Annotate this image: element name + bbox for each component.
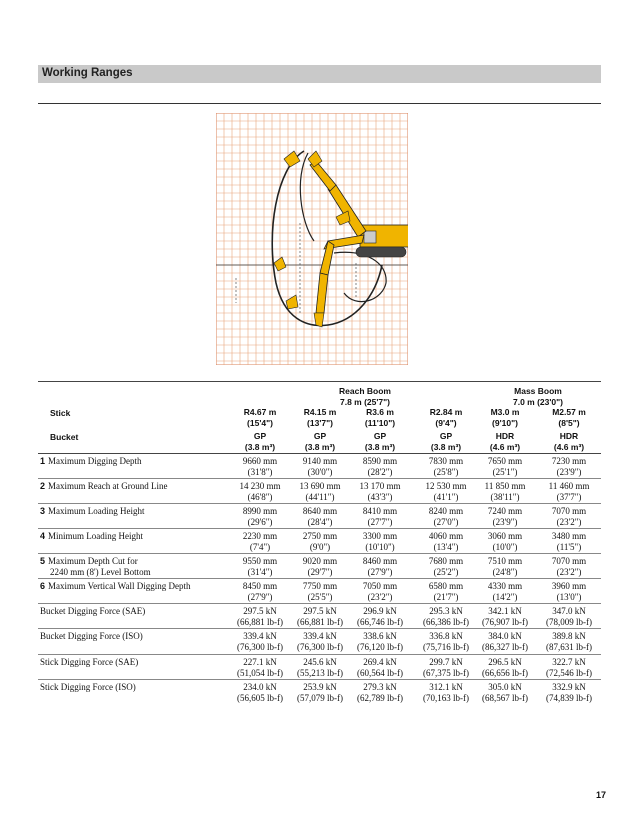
stick-size: R3.6 m <box>366 407 394 417</box>
cell-imperial: (76,300 lb-f) <box>237 642 283 652</box>
cell-metric: 8410 mm <box>362 506 398 516</box>
cell-imperial: (28'4") <box>307 517 333 527</box>
stick-size: R2.84 m <box>429 407 463 417</box>
row-divider <box>38 528 601 529</box>
cell-imperial: (29'7") <box>307 567 333 577</box>
row-divider <box>38 578 601 579</box>
stick-size-ft: (13'7") <box>307 418 333 428</box>
cell-imperial: (66,386 lb-f) <box>423 617 469 627</box>
cell-imperial: (66,881 lb-f) <box>237 617 283 627</box>
table-cell <box>469 631 541 653</box>
cell-imperial: (25'2") <box>433 567 459 577</box>
bucket-type: GP <box>373 431 387 441</box>
cell-imperial: (38'11") <box>490 492 520 502</box>
section-title: Working Ranges <box>42 67 133 79</box>
cell-imperial: (23'2") <box>367 592 393 602</box>
cell-metric: 8240 mm <box>428 506 464 516</box>
bucket-type: GP <box>313 431 327 441</box>
table-cell <box>533 556 605 578</box>
cell-metric: 8460 mm <box>362 556 398 566</box>
cell-imperial: (76,300 lb-f) <box>297 642 343 652</box>
table-cell <box>469 556 541 578</box>
cell-imperial: (66,746 lb-f) <box>357 617 403 627</box>
stick-size: R4.67 m <box>243 407 277 417</box>
cell-imperial: (27'0") <box>433 517 459 527</box>
table-cell <box>533 456 605 478</box>
bucket-volume: (3.8 m³) <box>304 442 336 452</box>
cell-metric: 339.4 kN <box>303 631 337 641</box>
cell-imperial: (46'8") <box>247 492 273 502</box>
row-label <box>40 606 145 617</box>
group-size: 7.0 m (23'0") <box>513 397 563 407</box>
table-cell <box>344 531 416 553</box>
cell-metric: 12 530 mm <box>425 481 467 491</box>
row-label-text: Bucket Digging Force (SAE) <box>40 606 146 616</box>
cell-imperial: (44'11") <box>305 492 335 502</box>
stick-label: Stick <box>50 408 71 418</box>
cell-metric: 6580 mm <box>428 581 464 591</box>
bucket-type: GP <box>253 431 267 441</box>
cell-imperial: (9'0") <box>309 542 331 552</box>
cell-metric: 8640 mm <box>302 506 338 516</box>
cell-metric: 8990 mm <box>242 506 278 516</box>
cell-metric: 4060 mm <box>428 531 464 541</box>
cell-metric: 297.5 kN <box>303 606 337 616</box>
cell-metric: 332.9 kN <box>552 682 586 692</box>
table-cell <box>533 506 605 528</box>
row-number: 6 <box>40 581 46 591</box>
cell-metric: 269.4 kN <box>363 657 397 667</box>
cell-imperial: (10'0") <box>492 542 518 552</box>
cell-metric: 305.0 kN <box>488 682 522 692</box>
cell-metric: 7070 mm <box>551 506 587 516</box>
cell-imperial: (27'9") <box>367 567 393 577</box>
bucket-volume: (4.6 m³) <box>553 442 585 452</box>
cell-imperial: (66,881 lb-f) <box>297 617 343 627</box>
cell-imperial: (23'9") <box>492 517 518 527</box>
table-cell <box>533 581 605 603</box>
stick-size: M3.0 m <box>490 407 520 417</box>
cell-metric: 7070 mm <box>551 556 587 566</box>
cell-imperial: (21'7") <box>433 592 459 602</box>
cell-metric: 13 170 mm <box>359 481 401 491</box>
cell-metric: 11 850 mm <box>484 481 526 491</box>
row-label-text: Stick Digging Force (SAE) <box>40 657 139 667</box>
group-size: 7.8 m (25'7") <box>340 397 390 407</box>
group-header-mass <box>478 386 598 408</box>
row-label-text: Maximum Digging Depth <box>48 456 142 466</box>
row-label <box>40 506 145 517</box>
cell-imperial: (31'4") <box>247 567 273 577</box>
row-number: 1 <box>40 456 46 466</box>
cell-metric: 295.3 kN <box>429 606 463 616</box>
table-cell <box>533 531 605 553</box>
table-cell <box>344 556 416 578</box>
cell-imperial: (60,564 lb-f) <box>357 668 403 678</box>
row-number: 3 <box>40 506 46 516</box>
table-cell <box>469 581 541 603</box>
stick-header <box>533 407 605 429</box>
cell-metric: 389.8 kN <box>552 631 586 641</box>
cell-imperial: (55,213 lb-f) <box>297 668 343 678</box>
table-cell <box>469 606 541 628</box>
cell-imperial: (24'8") <box>492 567 518 577</box>
cell-metric: 9660 mm <box>242 456 278 466</box>
row-label-text: Maximum Reach at Ground Line <box>48 481 168 491</box>
table-cell <box>344 506 416 528</box>
cell-imperial: (67,375 lb-f) <box>423 668 469 678</box>
table-cell <box>344 682 416 704</box>
row-label <box>40 631 143 642</box>
cell-imperial: (25'8") <box>433 467 459 477</box>
cell-imperial: (62,789 lb-f) <box>357 693 403 703</box>
cell-metric: 11 460 mm <box>548 481 590 491</box>
table-cell <box>344 481 416 503</box>
table-cell <box>344 631 416 653</box>
cell-imperial: (51,054 lb-f) <box>237 668 283 678</box>
cell-imperial: (66,656 lb-f) <box>482 668 528 678</box>
cell-imperial: (7'4") <box>249 542 271 552</box>
row-label-text: Bucket Digging Force (ISO) <box>40 631 143 641</box>
stick-size-ft: (8'5") <box>558 418 580 428</box>
row-divider <box>38 628 601 629</box>
row-divider <box>38 654 601 655</box>
cell-imperial: (74,839 lb-f) <box>546 693 592 703</box>
top-divider <box>38 103 601 104</box>
cell-imperial: (43'3") <box>367 492 393 502</box>
cell-imperial: (37'7") <box>556 492 582 502</box>
table-cell <box>469 657 541 679</box>
stick-header <box>469 407 541 429</box>
cell-metric: 227.1 kN <box>243 657 277 667</box>
cell-metric: 3300 mm <box>362 531 398 541</box>
cell-metric: 297.5 kN <box>243 606 277 616</box>
cell-metric: 3060 mm <box>487 531 523 541</box>
stick-size-ft: (9'4") <box>435 418 457 428</box>
bucket-label: Bucket <box>50 432 79 442</box>
row-divider <box>38 603 601 604</box>
bucket-header <box>469 431 541 453</box>
cell-imperial: (30'0") <box>307 467 333 477</box>
cell-metric: 2750 mm <box>302 531 338 541</box>
cell-metric: 342.1 kN <box>488 606 522 616</box>
stick-size-ft: (15'4") <box>247 418 273 428</box>
cell-metric: 13 690 mm <box>299 481 341 491</box>
table-cell <box>533 657 605 679</box>
cell-imperial: (76,907 lb-f) <box>482 617 528 627</box>
cell-metric: 338.6 kN <box>363 631 397 641</box>
row-label-text-2: 2240 mm (8') Level Bottom <box>50 567 151 577</box>
cell-metric: 322.7 kN <box>552 657 586 667</box>
cell-imperial: (28'2") <box>367 467 393 477</box>
row-number: 5 <box>40 556 46 566</box>
cell-metric: 7750 mm <box>302 581 338 591</box>
table-top-rule <box>38 381 601 382</box>
cell-metric: 336.8 kN <box>429 631 463 641</box>
cell-metric: 7680 mm <box>428 556 464 566</box>
cell-metric: 7230 mm <box>551 456 587 466</box>
cell-metric: 14 230 mm <box>239 481 281 491</box>
table-cell <box>469 682 541 704</box>
cell-imperial: (57,079 lb-f) <box>297 693 343 703</box>
cell-metric: 9140 mm <box>302 456 338 466</box>
cell-imperial: (25'5") <box>307 592 333 602</box>
cell-imperial: (76,120 lb-f) <box>357 642 403 652</box>
cell-imperial: (25'1") <box>492 467 518 477</box>
row-label <box>40 657 138 668</box>
row-label <box>40 581 190 592</box>
cell-imperial: (87,631 lb-f) <box>546 642 592 652</box>
cell-metric: 296.5 kN <box>488 657 522 667</box>
bucket-volume: (3.8 m³) <box>364 442 396 452</box>
working-range-diagram <box>216 113 408 365</box>
row-label-text: Minimum Loading Height <box>48 531 144 541</box>
cell-metric: 7240 mm <box>487 506 523 516</box>
group-name: Reach Boom <box>339 386 391 396</box>
cell-metric: 253.9 kN <box>303 682 337 692</box>
cell-metric: 339.4 kN <box>243 631 277 641</box>
table-cell <box>344 606 416 628</box>
stick-header <box>344 407 416 429</box>
cell-imperial: (23'9") <box>556 467 582 477</box>
cell-imperial: (11'5") <box>556 542 582 552</box>
group-header-reach <box>305 386 425 408</box>
row-label <box>40 556 151 578</box>
table-cell <box>469 506 541 528</box>
stick-size-ft: (11'10") <box>364 418 396 428</box>
cell-metric: 9020 mm <box>302 556 338 566</box>
cell-imperial: (27'9") <box>247 592 273 602</box>
cell-imperial: (10'10") <box>365 542 395 552</box>
row-divider <box>38 503 601 504</box>
page-number: 17 <box>595 790 606 800</box>
cell-imperial: (23'2") <box>556 517 582 527</box>
table-header-rule <box>38 453 601 454</box>
cell-metric: 3480 mm <box>551 531 587 541</box>
table-cell <box>344 456 416 478</box>
cell-imperial: (14'2") <box>492 592 518 602</box>
cell-imperial: (78,009 lb-f) <box>546 617 592 627</box>
cell-metric: 9550 mm <box>242 556 278 566</box>
row-divider <box>38 679 601 680</box>
cell-metric: 8450 mm <box>242 581 278 591</box>
cell-metric: 245.6 kN <box>303 657 337 667</box>
cell-metric: 7050 mm <box>362 581 398 591</box>
row-label <box>40 481 168 492</box>
cell-metric: 8590 mm <box>362 456 398 466</box>
cell-metric: 3960 mm <box>551 581 587 591</box>
table-cell <box>533 631 605 653</box>
cell-imperial: (86,327 lb-f) <box>482 642 528 652</box>
bucket-type: HDR <box>495 431 515 441</box>
cell-imperial: (68,567 lb-f) <box>482 693 528 703</box>
cell-metric: 4330 mm <box>487 581 523 591</box>
cell-metric: 299.7 kN <box>429 657 463 667</box>
row-label-text: Maximum Depth Cut for <box>48 556 138 566</box>
table-cell <box>469 456 541 478</box>
row-divider <box>38 478 601 479</box>
cell-metric: 2230 mm <box>242 531 278 541</box>
table-cell <box>469 531 541 553</box>
table-cell <box>533 606 605 628</box>
row-number: 4 <box>40 531 46 541</box>
row-label <box>40 456 142 467</box>
bucket-type: GP <box>439 431 453 441</box>
cell-metric: 7830 mm <box>428 456 464 466</box>
stick-size: R4.15 m <box>303 407 337 417</box>
cell-imperial: (13'0") <box>556 592 582 602</box>
cell-imperial: (75,716 lb-f) <box>423 642 469 652</box>
stick-size-ft: (9'10") <box>492 418 518 428</box>
cell-imperial: (41'1") <box>433 492 459 502</box>
row-divider <box>38 553 601 554</box>
bucket-type: HDR <box>559 431 579 441</box>
cell-metric: 7650 mm <box>487 456 523 466</box>
cell-imperial: (56,605 lb-f) <box>237 693 283 703</box>
bucket-volume: (4.6 m³) <box>489 442 521 452</box>
bucket-header <box>533 431 605 453</box>
cell-metric: 279.3 kN <box>363 682 397 692</box>
cell-imperial: (23'2") <box>556 567 582 577</box>
bucket-volume: (3.8 m³) <box>244 442 276 452</box>
bucket-header <box>344 431 416 453</box>
row-label <box>40 531 143 542</box>
cell-imperial: (29'6") <box>247 517 273 527</box>
bucket-volume: (3.8 m³) <box>430 442 462 452</box>
cell-imperial: (13'4") <box>433 542 459 552</box>
table-cell <box>533 481 605 503</box>
cell-imperial: (31'8") <box>247 467 273 477</box>
cell-metric: 312.1 kN <box>429 682 463 692</box>
row-label-text: Maximum Vertical Wall Digging Depth <box>48 581 191 591</box>
row-label-text: Maximum Loading Height <box>48 506 145 516</box>
table-cell <box>469 481 541 503</box>
cell-imperial: (72,546 lb-f) <box>546 668 592 678</box>
cell-metric: 296.9 kN <box>363 606 397 616</box>
cell-metric: 384.0 kN <box>488 631 522 641</box>
table-cell <box>344 581 416 603</box>
cell-metric: 7510 mm <box>487 556 523 566</box>
table-cell <box>533 682 605 704</box>
cell-metric: 347.0 kN <box>552 606 586 616</box>
cell-metric: 234.0 kN <box>243 682 277 692</box>
cell-imperial: (27'7") <box>367 517 393 527</box>
group-name: Mass Boom <box>514 386 562 396</box>
cell-imperial: (70,163 lb-f) <box>423 693 469 703</box>
row-label-text: Stick Digging Force (ISO) <box>40 682 136 692</box>
row-number: 2 <box>40 481 46 491</box>
row-label <box>40 682 136 693</box>
section-header-bar <box>38 65 601 83</box>
table-cell <box>344 657 416 679</box>
stick-size: M2.57 m <box>552 407 586 417</box>
